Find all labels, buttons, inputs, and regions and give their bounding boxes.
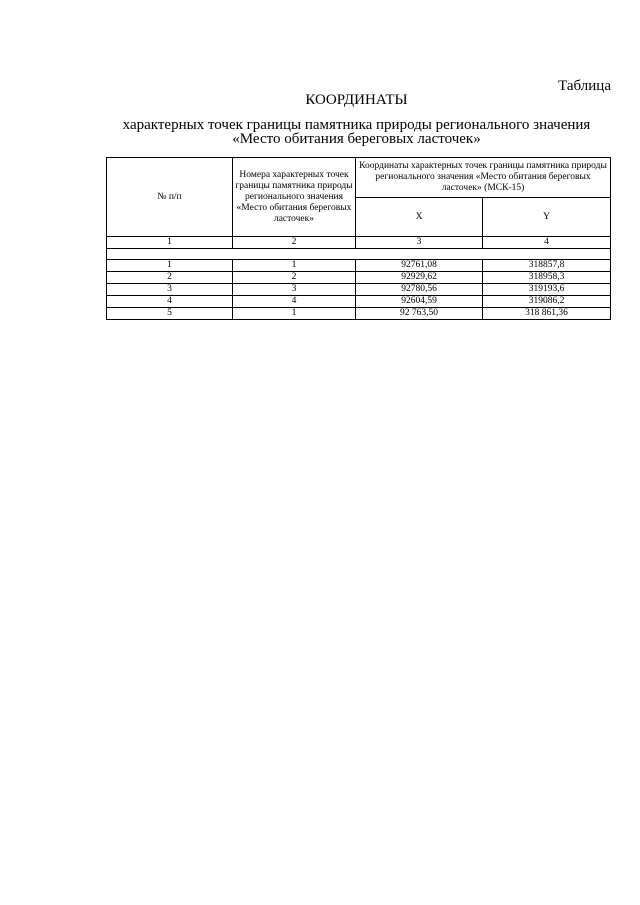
- table-row: [107, 296, 611, 308]
- coord-y: 318857,8: [483, 260, 611, 272]
- subtitle-line-2: «Место обитания береговых ласточек»: [232, 131, 481, 147]
- table-row: [107, 272, 611, 284]
- column-number: 3: [356, 237, 483, 249]
- column-number: 1: [107, 237, 233, 249]
- subtitle-line-1: характерных точек границы памятника природы регионального значения: [122, 117, 591, 133]
- coord-y: 319086,2: [483, 296, 611, 308]
- coord-y: 318 861,36: [483, 308, 611, 320]
- document-title: КООРДИНАТЫ: [305, 92, 408, 108]
- coord-x: 92 763,50: [356, 308, 483, 320]
- row-number: 1: [107, 260, 233, 272]
- header-cell-point-numbers: Номера характерных точек границы памятника природы регионального значения «Место обитания береговых ласточек»: [233, 158, 356, 237]
- table-row: [107, 260, 611, 272]
- point-number: 2: [233, 272, 356, 284]
- coord-y: 318958,3: [483, 272, 611, 284]
- header-row-1: [107, 158, 611, 198]
- row-number: 5: [107, 308, 233, 320]
- row-number: 2: [107, 272, 233, 284]
- header-cell-number: № п/п: [107, 158, 233, 237]
- header-cell-x: X: [356, 198, 483, 237]
- empty-row: [107, 249, 611, 260]
- table-label: Таблица: [558, 78, 611, 94]
- table-row: [107, 284, 611, 296]
- point-number: 1: [233, 260, 356, 272]
- row-number: 4: [107, 296, 233, 308]
- table-row: [107, 308, 611, 320]
- header-cell-y: Y: [483, 198, 611, 237]
- coord-x: 92780,56: [356, 284, 483, 296]
- point-number: 1: [233, 308, 356, 320]
- coordinates-table: [106, 157, 611, 320]
- coord-x: 92604,59: [356, 296, 483, 308]
- header-cell-coordinates: Координаты характерных точек границы памятника природы регионального значения «Место обитания береговых ласточек» (МСК-15): [356, 158, 611, 198]
- empty-cell: [107, 249, 611, 260]
- point-number: 3: [233, 284, 356, 296]
- column-number: 2: [233, 237, 356, 249]
- coord-y: 319193,6: [483, 284, 611, 296]
- point-number: 4: [233, 296, 356, 308]
- column-number: 4: [483, 237, 611, 249]
- column-number-row: [107, 237, 611, 249]
- coord-x: 92929,62: [356, 272, 483, 284]
- document-subtitle: [0, 118, 640, 146]
- row-number: 3: [107, 284, 233, 296]
- coord-x: 92761,08: [356, 260, 483, 272]
